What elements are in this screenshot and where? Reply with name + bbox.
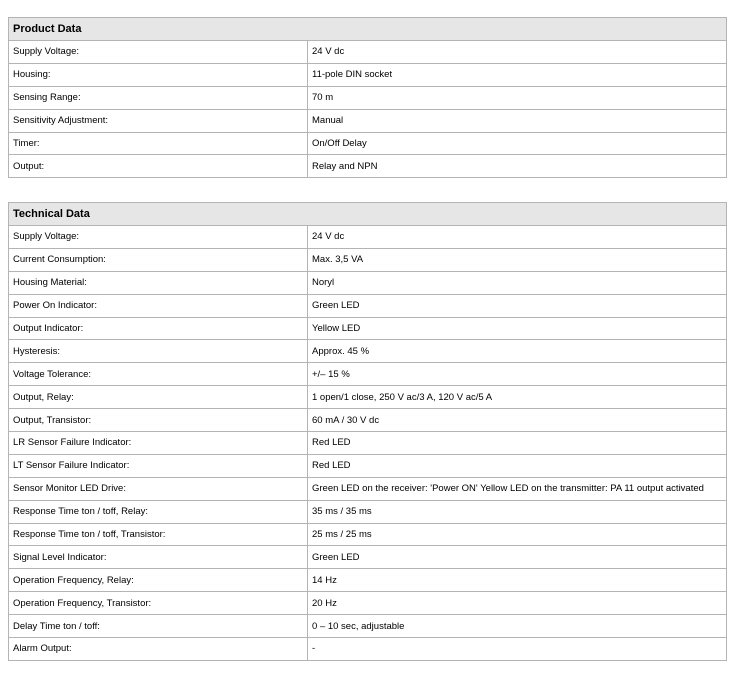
row-label: Current Consumption: [9,248,308,271]
row-value: 24 V dc [308,226,727,249]
row-label: Output: [9,155,308,178]
row-value: Max. 3,5 VA [308,248,727,271]
table-row [9,638,727,661]
table-row [9,132,727,155]
row-value: +/– 15 % [308,363,727,386]
row-label: Signal Level Indicator: [9,546,308,569]
row-label: Voltage Tolerance: [9,363,308,386]
table-row [9,615,727,638]
product-data-table [8,17,727,178]
table-row [9,477,727,500]
row-label: Delay Time ton / toff: [9,615,308,638]
row-label: Housing Material: [9,271,308,294]
table-row [9,523,727,546]
row-value: 0 – 10 sec, adjustable [308,615,727,638]
table-header-row [9,18,727,41]
row-label: Timer: [9,132,308,155]
row-label: Output, Relay: [9,386,308,409]
row-value: Relay and NPN [308,155,727,178]
row-label: Response Time ton / toff, Relay: [9,500,308,523]
row-value: 35 ms / 35 ms [308,500,727,523]
row-label: Sensor Monitor LED Drive: [9,477,308,500]
row-value: 11-pole DIN socket [308,63,727,86]
table-row [9,340,727,363]
row-value: 70 m [308,86,727,109]
row-label: LR Sensor Failure Indicator: [9,432,308,455]
table-row [9,386,727,409]
technical-data-title: Technical Data [9,203,727,226]
table-row [9,41,727,64]
table-row [9,363,727,386]
product-data-title: Product Data [9,18,727,41]
table-row [9,454,727,477]
row-value: 1 open/1 close, 250 V ac/3 A, 120 V ac/5 A [308,386,727,409]
row-value: 14 Hz [308,569,727,592]
row-label: Supply Voltage: [9,226,308,249]
table-row [9,592,727,615]
row-value: Red LED [308,454,727,477]
technical-data-table [8,202,727,661]
row-label: Operation Frequency, Transistor: [9,592,308,615]
row-value: 24 V dc [308,41,727,64]
row-label: Sensing Range: [9,86,308,109]
table-row [9,432,727,455]
row-value: - [308,638,727,661]
table-row [9,155,727,178]
table-row [9,63,727,86]
row-value: Yellow LED [308,317,727,340]
row-label: LT Sensor Failure Indicator: [9,454,308,477]
row-value: Green LED [308,546,727,569]
table-row [9,86,727,109]
table-row [9,248,727,271]
row-value: Red LED [308,432,727,455]
row-label: Hysteresis: [9,340,308,363]
row-value: 25 ms / 25 ms [308,523,727,546]
row-value: Green LED on the receiver: 'Power ON' Yellow LED on the transmitter: PA 11 output activated [308,477,727,500]
table-row [9,226,727,249]
table-row [9,409,727,432]
row-value: 60 mA / 30 V dc [308,409,727,432]
row-label: Output Indicator: [9,317,308,340]
row-label: Operation Frequency, Relay: [9,569,308,592]
row-value: On/Off Delay [308,132,727,155]
row-label: Housing: [9,63,308,86]
row-label: Output, Transistor: [9,409,308,432]
row-label: Power On Indicator: [9,294,308,317]
table-row [9,569,727,592]
row-label: Alarm Output: [9,638,308,661]
row-value: Approx. 45 % [308,340,727,363]
row-label: Response Time ton / toff, Transistor: [9,523,308,546]
row-value: Green LED [308,294,727,317]
table-row [9,546,727,569]
table-row [9,109,727,132]
table-row [9,271,727,294]
table-header-row [9,203,727,226]
row-value: Manual [308,109,727,132]
table-row [9,500,727,523]
row-label: Sensitivity Adjustment: [9,109,308,132]
table-row [9,317,727,340]
row-value: Noryl [308,271,727,294]
row-value: 20 Hz [308,592,727,615]
row-label: Supply Voltage: [9,41,308,64]
table-row [9,294,727,317]
